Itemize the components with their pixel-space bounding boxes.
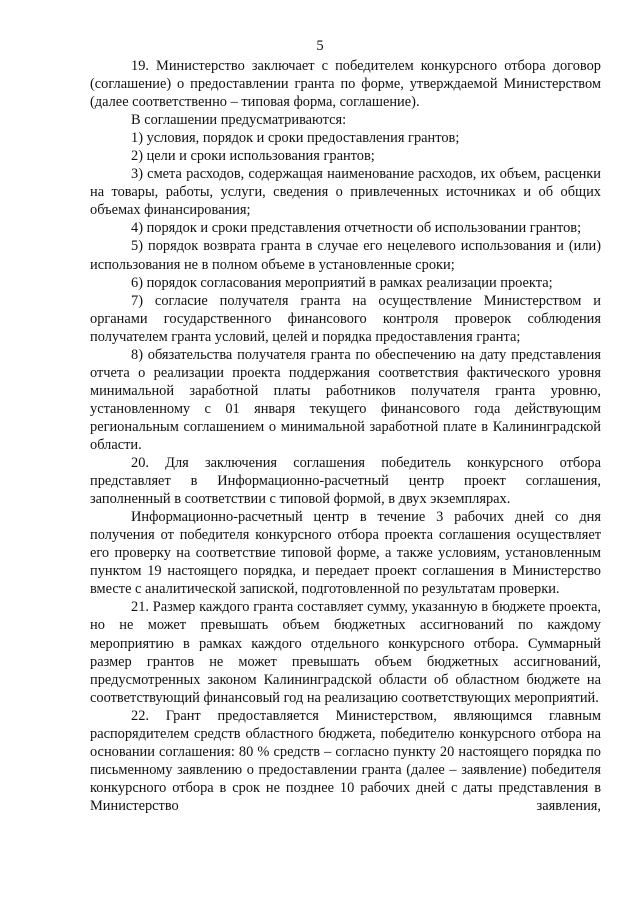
list-item-7: 7) согласие получателя гранта на осуществление Министерством и органами государственного финансового контроля проверок соблюдения получателем гранта условий, целей и порядка предоставления гранта; (90, 292, 601, 345)
paragraph-info-center: Информационно-расчетный центр в течение 3 рабочих дней со дня получения от победителя конкурсного отбора проекта соглашения осуществляет его проверку на соответствие типовой форме, а также условиям, установленным пунктом 19 настоящего порядка, и передает проект соглашения в Министерство вместе с аналитической запиской, подготовленной по результатам проверки. (90, 509, 601, 598)
list-item-6: 6) порядок согласования мероприятий в рамках реализации проекта; (131, 274, 553, 291)
page-number: 5 (316, 38, 324, 54)
paragraph-19: 19. Министерство заключает с победителем конкурсного отбора договор (соглашение) о предоставлении гранта по форме, утверждаемой Министерством (далее соответственно – типовая форма, соглашение). (90, 58, 601, 111)
list-item-2: 2) цели и сроки использования грантов; (131, 148, 375, 165)
list-item-4: 4) порядок и сроки представления отчетности об использовании грантов; (131, 220, 582, 237)
paragraph-20: 20. Для заключения соглашения победитель конкурсного отбора представляет в Информационно-расчетный центр проект соглашения, заполненный в соответствии с типовой формой, в двух экземплярах. (90, 455, 601, 508)
list-item-1: 1) условия, порядок и сроки предоставления грантов; (131, 130, 460, 147)
paragraph-21: 21. Размер каждого гранта составляет сумму, указанную в бюджете проекта, но не может превышать объем бюджетных ассигнований по каждому мероприятию в рамках каждого отдельного конкурсного отбора. Суммарный размер грантов не может превышать объем бюджетных ассигнований, предусмотренных законом Калининградской области об областном бюджете на соответствующий финансовый год на реализацию соответствующих мероприятий. (90, 599, 601, 706)
list-item-8: 8) обязательства получателя гранта по обеспечению на дату представления отчета о реализации проекта поддержания соответствия фактического уровня минимальной заработной платы работников получателя гранта уровню, установленному с 01 января текущего финансового года действующим региональным соглашением о минимальной заработной плате в Калининградской области. (90, 346, 601, 453)
document-body (90, 57, 601, 815)
paragraph-22: 22. Грант предоставляется Министерством, являющимся главным распорядителем средств областного бюджета, победителю конкурсного отбора на основании соглашения: 80 % средств – согласно пункту 20 настоящего порядка по письменному заявлению о предоставлении гранта (далее – заявление) победителя конкурсного отбора в срок не позднее 10 рабочих дней с даты представления в Министерство заявления, (90, 707, 601, 814)
list-item-3: 3) смета расходов, содержащая наименование расходов, их объем, расценки на товары, работы, услуги, сведения о привлеченных источниках и об общих объемах финансирования; (90, 166, 601, 219)
list-item-5: 5) порядок возврата гранта в случае его нецелевого использования и (или) использования не в полном объеме в установленные сроки; (90, 238, 601, 273)
paragraph-agreement-provisions: В соглашении предусматриваются: (131, 112, 347, 129)
